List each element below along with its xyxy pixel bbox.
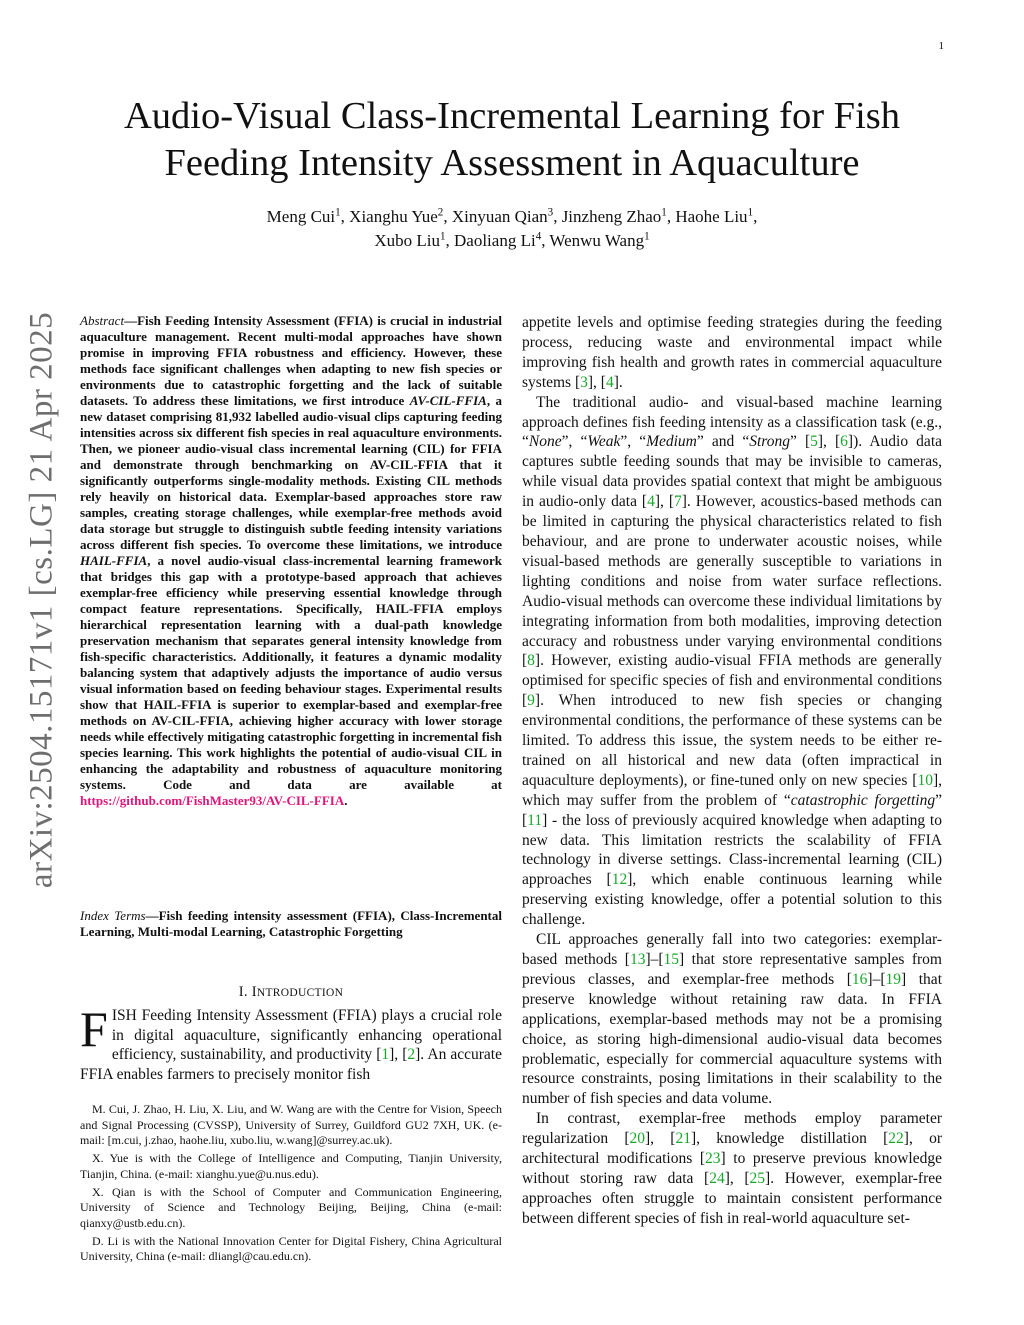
citation-link[interactable]: 16: [851, 970, 868, 988]
author-name: Wenwu Wang: [549, 231, 645, 250]
citation-link[interactable]: 9: [527, 692, 535, 710]
affiliation-mark: 2: [437, 206, 444, 219]
italic-term: catastrophic forgetting: [790, 791, 936, 809]
section-heading-introduction: [80, 984, 502, 1001]
body-text: ], [: [587, 373, 606, 391]
italic-term: None: [528, 433, 562, 451]
index-terms: [80, 908, 502, 940]
drop-cap: F: [80, 1001, 108, 1057]
title-line: Feeding Intensity Assessment in Aquaculture: [164, 142, 860, 184]
body-text: ]. However, exemplar-free approaches often struggle to maintain consistent performance between different species of fish in real-world aquaculture set-: [522, 1169, 942, 1227]
abstract-label: Abstract: [80, 313, 125, 328]
author-name: Xinyuan Qian: [451, 207, 548, 226]
body-text: CIL approaches generally fall into two categories: exemplar-based methods [: [522, 931, 942, 968]
body-text: ] to preserve previous knowledge without storing raw data [: [522, 1150, 942, 1187]
body-text: ]. When introduced to new fish species or changing environmental conditions, the performance of these systems can be limited. To address this issue, the system needs to be either re-trained on all historical and new data (often impractical in aquaculture deployments), or fine-tuned only on new species [: [522, 692, 942, 789]
citation-link[interactable]: 4: [605, 373, 614, 391]
body-text: ], [: [654, 493, 674, 511]
body-text: ].: [613, 373, 623, 391]
body-text: ”, “: [561, 433, 588, 451]
author-line: Xubo Liu$^1$, Daoliang Li$^4$, Wenwu Wang$^1$: [374, 230, 650, 250]
body-text: ]–[: [867, 970, 886, 988]
citation-link[interactable]: 10: [917, 771, 933, 789]
body-text: ]. However, acoustics-based methods can be limited in capturing the physical characteristics related to fish behaviour, and are prone to underwater acoustic noises, while visual-based methods are generally susceptible to variations in lighting conditions and noise from water surface reflections. Audio-visual methods can overcome these individual limitations by integrating information from both modalities, improving detection accuracy and robustness under varying environmental conditions [: [522, 493, 942, 670]
abstract: [80, 313, 502, 809]
author-name: Daoliang Li: [454, 231, 536, 250]
index-terms-label: Index Terms: [80, 908, 146, 923]
body-text: appetite levels and optimise feeding strategies during the feeding process, reducing waste and environmental impact while improving fish health and growth rates in commercial aquaculture systems [: [522, 314, 942, 391]
body-text: In contrast, exemplar-free methods employ parameter regularization [: [522, 1110, 942, 1148]
body-text: ” [: [522, 791, 942, 829]
code-link[interactable]: https://github.com/FishMaster93/AV-CIL-FFIA: [80, 793, 345, 808]
abstract-text: Fish Feeding Intensity Assessment (FFIA) is crucial in industrial aquaculture management. Recent multi-modal approaches have shown promise in improving FFIA robustness and efficiency. However, these methods face significant challenges when adapting to new fish species or environments due to catastrophic forgetting and the lack of suitable datasets. To address these limitations, we first introduce: [80, 313, 502, 408]
author-name: Haohe Liu: [675, 207, 748, 226]
citation-link[interactable]: 6: [840, 433, 848, 451]
body-paragraph: [522, 393, 942, 930]
author-name: Meng Cui: [266, 207, 336, 226]
italic-term: Strong: [749, 433, 790, 451]
arxiv-identifier: arXiv:2504.15171v1 [cs.LG] 21 Apr 2025: [23, 311, 60, 889]
citation-link[interactable]: 23: [705, 1150, 721, 1168]
body-text: ], knowledge distillation [: [690, 1130, 889, 1148]
abstract-text: , a novel audio-visual class-incremental learning framework that bridges this gap with a prototype-based approach that achieves exemplar-free efficiency while preserving essential knowledge through compact feature representations. Specifically, HAIL-FFIA employs hierarchical representation learning with a dual-path knowledge preservation mechanism that separates general intensity knowledge from fish-specific characteristics. Additionally, it features a dynamic modality balancing system that adaptively adjusts the importance of audio versus visual information based on feeding behaviour stages. Experimental results show that HAIL-FFIA is superior to exemplar-based and exemplar-free methods on AV-CIL-FFIA, achieving higher accuracy with lower storage needs while effectively mitigating catastrophic forgetting in incremental fish species learning. This work highlights the potential of audio-visual CIL in enhancing the adaptability and robustness of aquaculture monitoring systems. Code and data are available at: [80, 553, 502, 792]
footnote: X. Qian is with the School of Computer and Communication Engineering, University of Science and Technology Beijing, Beijing, China (e-mail: qianxy@ustb.edu.cn).: [80, 1184, 502, 1230]
citation-link[interactable]: 20: [629, 1130, 645, 1148]
affiliation-mark: 4: [535, 230, 542, 243]
affiliation-mark: 1: [661, 206, 667, 219]
body-text: ” [: [789, 433, 811, 451]
citation-link[interactable]: 22: [888, 1130, 904, 1148]
author-list: [60, 205, 964, 253]
intro-paragraph: [80, 1001, 502, 1084]
citation-link[interactable]: 1: [381, 1046, 390, 1063]
right-column-body: [522, 313, 942, 1229]
affiliation-mark: 1: [747, 206, 754, 219]
page-number: 1: [938, 40, 944, 52]
body-text: ], or architectural modifications [: [522, 1130, 942, 1168]
dataset-name: AV-CIL-FFIA: [409, 393, 487, 408]
paper-title: [60, 93, 964, 187]
body-text: ] that preserve knowledge without retaining raw data. In FFIA applications, exemplar-based methods may not be a promising choice, as storing high-dimensional audio-visual data becomes problematic, especially for commercial aquaculture systems with resource constraints, posing limitations in their scalability to the number of fish species and data volume.: [522, 970, 942, 1108]
citation-link[interactable]: 13: [629, 951, 646, 968]
footnote: M. Cui, J. Zhao, H. Liu, X. Liu, and W. Wang are with the Centre for Vision, Speech and Signal Processing (CVSSP), University of Surrey, Guildford GU2 7XH, UK. (e-mail: [m.cui, j.zhao, haohe.liu, xubo.liu, w.wang]@surrey.ac.uk).: [80, 1102, 502, 1148]
citation-link[interactable]: 12: [611, 871, 628, 889]
affiliation-mark: 1: [644, 230, 650, 243]
citation-link[interactable]: 2: [407, 1046, 416, 1063]
abstract-text: , a new dataset comprising 81,932 labelled audio-visual clips capturing feeding intensities across six different fish species in real aquaculture environments. Then, we pioneer audio-visual class incremental learning (CIL) for FFIA and demonstrate through benchmarking on AV-CIL-FFIA that it significantly outperforms single-modality methods. Existing CIL methods rely heavily on historical data. Exemplar-based approaches store raw samples, creating storage challenges, while exemplar-free methods avoid data storage but struggle to distinguish subtle feeding intensity variations across different fish species. To overcome these limitations, we introduce: [80, 393, 502, 552]
body-text: ], which enable continuous learning while preserving existing knowledge, offer a potential solution to this challenge.: [522, 871, 943, 929]
intro-text: ], [: [389, 1046, 408, 1063]
body-text: The traditional audio- and visual-based machine learning approach defines fish feeding intensity as a classification task (e.g., “: [522, 393, 942, 451]
author-footnotes: [80, 1102, 502, 1267]
body-text: ], [: [724, 1169, 750, 1187]
affiliation-mark: 3: [547, 206, 554, 219]
body-paragraph: [522, 930, 942, 1109]
body-text: ] that store representative samples from previous classes, and exemplar-free methods [: [522, 951, 942, 988]
citation-link[interactable]: 7: [674, 493, 682, 511]
author-line: Meng Cui$^1$, Xianghu Yue$^2$, Xinyuan Qian$^3$, Jinzheng Zhao$^1$, Haohe Liu$^1$,: [266, 206, 758, 226]
abstract-end: .: [344, 793, 348, 808]
body-text: ” and “: [696, 433, 750, 451]
section-numeral: I. I: [238, 984, 257, 1000]
citation-link[interactable]: 15: [663, 951, 680, 968]
body-text: ]). Audio data captures subtle feeding sounds that may be invisible to cameras, while visual data provides spatial context that might be ambiguous in audio-only data [: [522, 433, 942, 511]
citation-link[interactable]: 24: [709, 1169, 725, 1187]
affiliation-mark: 1: [335, 206, 341, 219]
framework-name: HAIL-FFIA: [80, 553, 148, 568]
footnote: D. Li is with the National Innovation Center for Digital Fishery, China Agricultural University, China (e-mail: dliangl@cau.edu.cn).: [80, 1233, 502, 1264]
italic-term: Weak: [587, 433, 621, 451]
citation-link[interactable]: 25: [749, 1169, 766, 1187]
intro-text: ]. An accurate FFIA enables farmers to precisely monitor fish: [80, 1046, 502, 1083]
index-terms-dash: —: [145, 908, 159, 923]
body-text: ], [: [817, 433, 841, 451]
body-paragraph: [522, 1109, 942, 1228]
body-text: ], which may suffer from the problem of “: [522, 771, 942, 809]
body-text: ] - the loss of previously acquired knowledge when adapting to new data. This limitation restricts the scalability of FFIA technology in diverse settings. Class-incremental learning (CIL) approaches [: [522, 811, 942, 889]
title-line: Audio-Visual Class-Incremental Learning for Fish: [123, 95, 901, 137]
body-text: ”, “: [620, 433, 647, 451]
citation-link[interactable]: 11: [527, 811, 543, 829]
index-terms-text: Fish feeding intensity assessment (FFIA), Class-Incremental Learning, Multi-modal Learning, Catastrophic Forgetting: [80, 908, 502, 939]
author-name: Xianghu Yue: [349, 207, 438, 226]
citation-link[interactable]: 21: [675, 1130, 691, 1148]
body-paragraph: [522, 313, 942, 393]
author-name: Jinzheng Zhao: [561, 207, 662, 226]
abstract-dash: —: [124, 313, 138, 328]
body-text: ]–[: [645, 951, 664, 968]
affiliation-mark: 1: [439, 230, 446, 243]
body-text: ]. However, existing audio-visual FFIA methods are generally optimised for specific species of fish and environmental conditions [: [522, 652, 942, 710]
citation-link[interactable]: 19: [885, 970, 901, 988]
footnote: X. Yue is with the College of Intelligence and Computing, Tianjin University, Tianjin, China. (e-mail: xianghu.yue@u.nus.edu).: [80, 1151, 502, 1181]
intro-text: ISH Feeding Intensity Assessment (FFIA) plays a crucial role in digital aquaculture, significantly enhancing operational efficiency, sustainability, and productivity [: [111, 1007, 502, 1063]
body-text: ], [: [645, 1130, 676, 1148]
citation-link[interactable]: 5: [810, 433, 818, 451]
italic-term: Medium: [646, 433, 697, 451]
citation-link[interactable]: 3: [580, 373, 588, 391]
citation-link[interactable]: 4: [647, 493, 655, 511]
section-title: NTRODUCTION: [256, 987, 344, 999]
citation-link[interactable]: 8: [527, 652, 535, 670]
author-name: Xubo Liu: [374, 231, 440, 250]
